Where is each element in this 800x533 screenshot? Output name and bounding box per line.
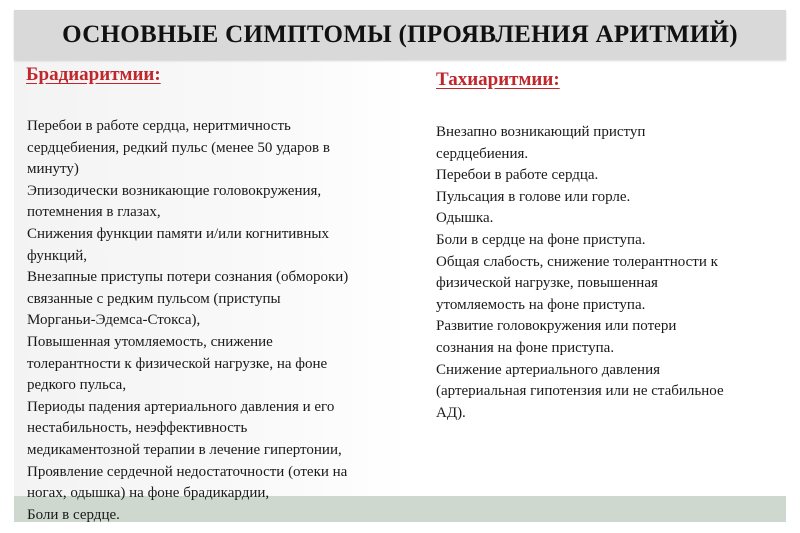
symptom-line: Внезапные приступы потери сознания (обмороки) [27, 269, 349, 286]
symptom-line: Общая слабость, снижение толерантности к [436, 253, 718, 270]
symptom-line: Периоды падения артериального давления и его [27, 398, 335, 415]
symptom-line: связанные с редким пульсом (приступы [27, 290, 281, 307]
tachyarrhythmia-symptom-list [436, 122, 786, 424]
symptom-line: потемнения в глазах, [27, 204, 161, 221]
symptom-line: Внезапно возникающий приступ [436, 124, 646, 140]
symptom-line: функций, [27, 247, 87, 264]
symptom-line: толерантности к физической нагрузке, на фоне [27, 355, 328, 372]
symptom-line: Проявление сердечной недостаточности (отеки на [27, 463, 348, 480]
symptom-line: ногах, одышка) на фоне брадикардии, [27, 485, 270, 502]
symptom-line: Боли в сердце. [27, 506, 120, 523]
symptom-line: сердцебиения. [436, 145, 529, 162]
symptom-line: Перебои в работе сердца. [436, 167, 599, 184]
symptom-line: сознания на фоне приступа. [436, 339, 615, 356]
symptom-line: Развитие головокружения или потери [436, 318, 677, 335]
symptom-line: медикаментозной терапии в лечение гипертонии, [27, 441, 342, 458]
symptom-line: Одышка. [436, 210, 494, 227]
slide-title: ОСНОВНЫЕ СИМПТОМЫ (ПРОЯВЛЕНИЯ АРИТМИЙ) [62, 21, 738, 48]
bradyarrhythmia-heading: Брадиаритмии: [26, 64, 161, 85]
symptom-line: утомляемость на фоне приступа. [436, 296, 646, 313]
symptom-line: нестабильность, неэффективность [27, 420, 248, 437]
symptom-line: (артериальная гипотензия или не стабильное [436, 383, 724, 400]
symptom-line: Эпизодически возникающие головокружения, [27, 182, 322, 199]
title-bar [14, 10, 786, 60]
symptom-line: Снижения функции памяти и/или когнитивных [27, 225, 329, 242]
symptom-line: Перебои в работе сердца, неритмичность [27, 118, 291, 134]
symptom-line: физической нагрузке, повышенная [436, 275, 658, 292]
symptom-line: Снижение артериального давления [436, 361, 660, 378]
tachyarrhythmia-heading: Тахиаритмии: [436, 69, 560, 90]
bradyarrhythmia-symptom-list [27, 116, 399, 526]
symptom-line: редкого пульса, [27, 377, 127, 394]
symptom-line: сердцебиения, редкий пульс (менее 50 ударов в [27, 139, 330, 156]
symptom-line: минуту) [27, 161, 79, 178]
symptom-line: Повышенная утомляемость, снижение [27, 333, 273, 350]
symptom-line: Морганьи-Эдемса-Стокса), [27, 312, 201, 329]
symptom-line: Пульсация в голове или горле. [436, 188, 631, 205]
symptom-line: АД). [436, 404, 466, 421]
symptom-line: Боли в сердце на фоне приступа. [436, 231, 646, 248]
